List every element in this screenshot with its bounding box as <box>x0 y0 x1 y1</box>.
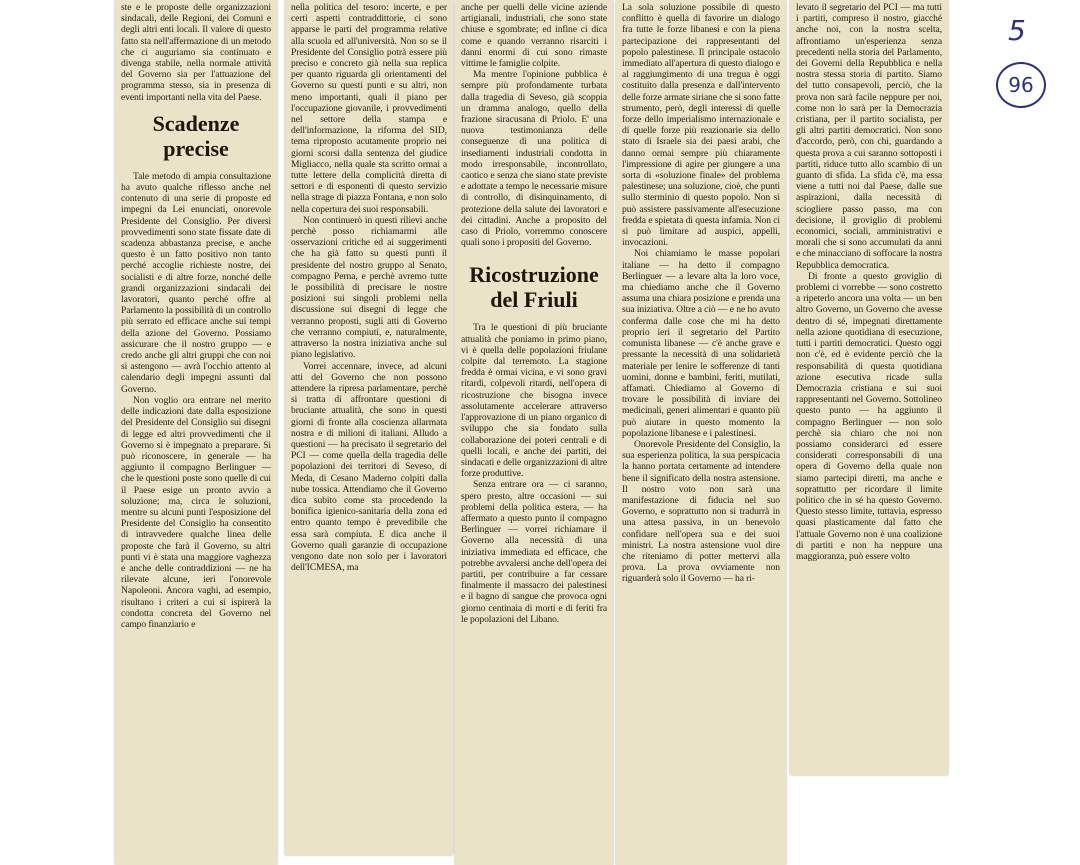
col1-paragraph-3: Non voglio ora entrare nel merito delle indicazioni date dalla esposizione del Presidente del Consiglio sui disegni di legge ed altri provvedimenti che il Governo si è impegnato a preparare. Si può riconoscere, in generale — ha aggiunto il compagno Berlinguer — che le questioni poste sono quelle di cui il Paese esige un pronto avvio a soluzione; ma, circa le soluzioni, mentre su alcuni punti l'esposizione del Presidente del Consiglio ha consentito di intravvedere qualche linea delle proposte che farà il Governo, su altri punti vi è stata una maggiore vaghezza e anche delle contraddizioni — ne ha rilevate alcune, ieri l'onorevole Napoleoni. Ancora vaghi, ad esempio, risultano i criteri a cui si ispirerà la condotta concreta del Governo nel campo finanziario e <box>121 394 271 630</box>
subheading-scadenze-precise: Scadenze precise <box>152 110 240 161</box>
col5-paragraph-1: levato il segretario del PCI — ma tutti i partiti, compreso il nostro, giacché anche noi, con la nostra scelta, affrontiamo un'esperienza senza precedenti nella storia del Parlamento, dei Governi della Repubblica e nella nostra stessa storia di partito. Siamo del tutto consapevoli, perciò, che la prova non sarà facile neppure per noi, come non lo sarà per la Democrazia cristiana, per il partito socialista, per gli altri partiti democratici. Non sono d'accordo, però, con chi, guardando a questa prova a cui saranno sottoposti i partiti, riduce tutto allo scambio di un guanto di sfida. La sfida c'è, ma essa viene a tutti noi dal Paese, dalle sue aspirazioni, dalla necessità di sciogliere passo passo, ma con decisione, il groviglio di problemi economici, sociali, amministrativi e morali che si sono accumulati da anni e che minacciano di soffocare la nostra Repubblica democratica. <box>796 2 942 271</box>
col3-paragraph-1: anche per quelli delle vicine aziende artigianali, industriali, che sono state chiuse e sgombrate; ed infine ci dica come e quando verranno risarciti i danni enormi di cui sono rimaste vittime le famiglie colpite. <box>461 2 607 70</box>
handwritten-page-number: 5 <box>1008 14 1026 47</box>
handwritten-circled-number: 96 <box>996 62 1046 108</box>
col1-paragraph-1: ste e le proposte delle organizzazioni sindacali, delle Regioni, dei Comuni e degli altri enti locali. Il valore di questo fatto sta nell'affermazione di un metodo che ci auguriamo sia continuato e divenga stabile, nella normale attività del Governo sia per l'attuazione del programma stesso, sia in presenza di eventi importanti nella vita del Paese. <box>121 2 271 103</box>
col3-paragraph-4: Senza entrare ora — ci saranno, spero presto, altre occasioni — sui problemi della politica estera, — ha affermato a questo punto il compagno Berlinguer — vorrei richiamare il Governo alla necessità di una iniziativa immediata ed efficace, che potrebbe avvalersi anche dell'opera dei partiti, per contribuire a far cessare finalmente il massacro dei palestinesi e il bagno di sangue che provoca ogni giorno centinaia di morti e di feriti fra le popolazioni del Libano. <box>461 479 607 625</box>
col3-paragraph-2: Ma mentre l'opinione pubblica è sempre più profondamente turbata dalla tragedia di Seveso, già scoppia un dramma analogo, quello della frazione siracusana di Priolo. E' una nuova testimonianza delle conseguenze di una politica di insediamenti industriali condotta in modo irresponsabile, incontrollato, caotico e senza che siano state previste e adottate a tempo le necessarie misure di controllo, di disinquinamento, di protezione della salute dei lavoratori e dei cittadini. Anche a proposito del caso di Priolo, vorremmo conoscere quali sono i propositi del Governo. <box>461 69 607 249</box>
column-2 <box>285 0 453 855</box>
column-5 <box>790 0 948 775</box>
column-3 <box>455 0 613 865</box>
col1-paragraph-2: Tale metodo di ampia consultazione ha avuto qualche riflesso anche nel contenuto di una serie di proposte ed impegni da Lei enunciati, onorevole Presidente del Consiglio. Per diversi provvedimenti sono state fissate date di scadenza abbastanza precise, e anche questo è un fatto positivo non tanto perché accoglie richieste nostre, dei socialisti e di altre forze, nonché delle grandi organizzazioni sindacali dei lavoratori, quanto perché offre al Parlamento la possibilità di un controllo più serrato ed efficace anche sui tempi della azione del Governo. Possiamo assicurare che il nostro gruppo — e credo anche gli altri gruppi che con noi si astengono — avrà l'occhio attento al calendario degli impegni assunti dal Governo. <box>121 170 271 395</box>
col4-paragraph-2: Noi chiamiamo le masse popolari italiane — ha detto il compagno Berlinguer — a levare alta la loro voce, ma chiediamo anche che il Governo assuma una chiara posizione e prenda una sua iniziativa. Oltre a ciò — e ne ho avuto conferma dalle cose che mi ha detto proprio ieri il segretario del Partito comunista libanese — c'è anche grave e pressante la necessità di una solidarietà materiale per lenire le sofferenze di tanti uomini, donne e bambini, feriti, mutilati, affamati. Chiediamo al Governo di trovare le possibilità di inviare dei medicinali, generi alimentari e quanto più può aiutare in questo momento la popolazione libanese e i palestinesi. <box>622 248 780 439</box>
column-1 <box>115 0 277 865</box>
col3-paragraph-3: Tra le questioni di più bruciante attualità che poniamo in primo piano, vi è quella delle popolazioni friulane colpite dal terremoto. La stagione fredda è ormai vicina, e vi sono gravi ritardi, colpevoli ritardi, nell'opera di ricostruzione che bisogna invece assolutamente accelerare attraverso l'approvazione di un piano organico di sviluppo che sia fondato sulla collaborazione dei poteri centrali e di quelli locali, e anche dei partiti, dei sindacati e delle organizzazioni di altre forze produttive. <box>461 322 607 480</box>
col4-paragraph-3: Onorevole Presidente del Consiglio, la sua esperienza politica, la sua perspicacia la hanno portata certamente ad intendere bene il significato della nostra astensione. Il nostro voto non sarà una manifestazione di fiducia nel suo Governo, e soprattutto non si tradurrà in una attesa passiva, in un benevolo confidare nell'opera sua e dei suoi ministri. La nostra astensione vuol dire che riteniamo di potter mettervi alla prova. La prova ovviamente non riguarderà solo il Governo — ha ri- <box>622 438 780 585</box>
subheading-ricostruzione-friuli: Ricostruzione del Friuli <box>469 262 599 313</box>
col2-paragraph-3: Vorrei accennare, invece, ad alcuni atti del Governo che non possono attendere la ripresa parlamentare, perchè si tratta di affrontare questioni di bruciante attualità, che sono in questi giorni di fronte alla coscienza allarmata nostra e di milioni di italiani. Alludo a questioni — ha precisato il segretario del PCI — come quella della tragedia delle popolazioni dei territori di Seveso, di Meda, di Cesano Maderno colpiti dalla nube tossica. Attendiamo che il Governo dica subito come sta procedendo la bonifica igienico-sanitaria della zona ed entro quanto tempo è prevedibile che essa sarà compiuta. E dica anche il Governo quali garanzie di occupazione vengono date non solo per i lavoratori dell'ICMESA, ma <box>291 360 447 574</box>
col2-paragraph-1: nella politica del tesoro: incerte, e per certi aspetti contraddittorie, ci sono apparse le parti del programma relative alla scuola ed all'università. Non so se il Presidente del Consiglio potrà essere più preciso e concreto già nella sua replica per quanto riguarda gli orientamenti del Governo su questi punti e su altri, non meno importanti, quali il piano per l'occupazione giovanile, i provvedimenti nel settore della stampa e dell'informazione, la riforma del SID, tema riproposto acutamente proprio nei giorni scorsi dalla sentenza del giudice Migliacco, nella quale sta scritto ormai a tutte lettere della complicità diretta di settori e di esponenti di questo servizio nella strage di piazza Fontana, e non solo nella copertura dei suoi responsabili. <box>291 2 447 215</box>
col4-paragraph-1: La sola soluzione possibile di questo conflitto è quella di favorire un dialogo fra tutte le forze libanesi e con la piena partecipazione dei rappresentanti del popolo palestinese. Il principale ostacolo immediato all'apertura di questo dialogo e al raggiungimento di una tregua è oggi costituito dalla presenza e dall'intervento delle forze armate siriane che si sono fatte strumento, però, degli interessi di quelle forze dello imperialismo internazionale e di quelle forze più reazionarie sia dello stato di Israele sia dei paesi arabi, che danno ormai sempre più chiaramente l'impressione di agire per giungere a una sorta di «soluzione finale» del problema palestinese; una soluzione, cioè, che punti sullo sterminio di questo popolo. Non si può assistere passivamente all'esecuzione fredda e spietata di questa infamia. Non ci si può limitare ad auspici, appelli, invocazioni. <box>622 2 780 249</box>
col2-paragraph-2: Non continuerò in questi rilievi anche perchè posso richiamarmi alle osservazioni critiche ed ai suggerimenti che ha già fatto su questi punti il presidente del nostro gruppo al Senato, compagno Perna, e perchè avremo tutte le possibilità di precisare le nostre posizioni sui singoli problemi nella discussione sui disegni di legge che verranno proposti, sugli atti di Governo che verranno compiuti, e, naturalmente, attraverso la nostra iniziativa anche sul piano legislativo. <box>291 214 447 361</box>
col5-paragraph-2: Di fronte a questo groviglio di problemi ci vorrebbe — sono costretto a ripeterlo ancora una volta — un ben altro Governo, un Governo che avesse dentro di sé, impegnati direttamente nella azione quotidiana di esecuzione, tutti i partiti democratici. Questo oggi non c'è, ed è evidente perciò che la responsabilità di questa quotidiana azione esecutiva ricade sulla Democrazia cristiana e sui suoi rappresentanti nel Governo. Sottolineo questo punto — ha aggiunto il compagno Berlinguer — non solo perchè sia chiaro che noi non possiamo considerarci ed essere considerati corresponsabili di una opera di Governo della quale non siamo partecipi diretti, ma anche e soprattutto per ricordare il limite politico che in sé ha questo Governo. Questo stesso limite, tuttavia, espresso quasi plasticamente dal fatto che l'attuale Governo non è una coalizione di partiti e non ha neppure una maggioranza, può essere volto <box>796 270 942 562</box>
column-4 <box>616 0 786 865</box>
